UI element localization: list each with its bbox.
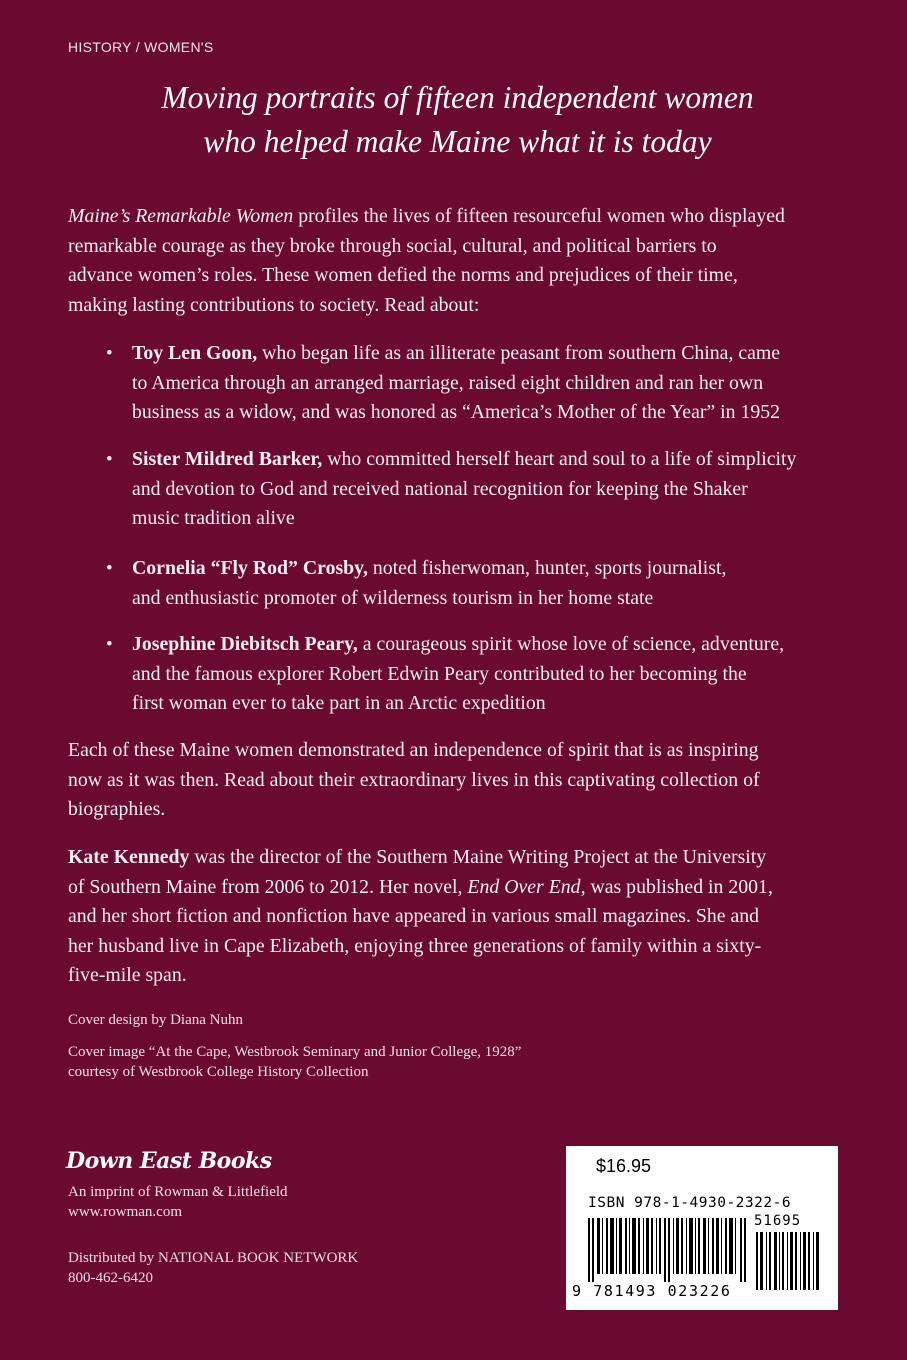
author-name: Kate Kennedy (68, 846, 190, 868)
imprint-line: An imprint of Rowman & Littlefield (68, 1184, 288, 1200)
barcode-box (566, 1146, 838, 1310)
bullet-line: a courageous spirit whose love of science, adventure, (357, 633, 785, 655)
bullet-line: who began life as an illiterate peasant from southern China, came (257, 342, 781, 364)
bio-line-5: five-mile span. (68, 964, 187, 986)
bullet-line: first woman ever to take part in an Arctic expedition (132, 692, 546, 714)
publisher-url: www.rowman.com (68, 1204, 183, 1220)
addon-barcode (756, 1232, 822, 1290)
cover-image-credit: Cover image “At the Cape, Westbrook Seminary and Junior College, 1928” (68, 1044, 522, 1060)
price-label: $16.95 (596, 1156, 652, 1176)
bullet-item (68, 630, 784, 719)
bullet-line: to America through an arranged marriage, raised eight children and ran her own (132, 371, 764, 394)
bullet-name: Cornelia “Fly Rod” Crosby, (132, 557, 368, 579)
bullet-dot: • (106, 343, 113, 364)
bullet-item (68, 554, 726, 613)
cover-design-credit: Cover design by Diana Nuhn (68, 1012, 243, 1028)
category-label: HISTORY / WOMEN'S (68, 39, 214, 55)
author-bio (68, 843, 773, 991)
bullet-line: and the famous explorer Robert Edwin Peary contributed to her becoming the (132, 662, 747, 685)
closing-paragraph (68, 736, 760, 825)
publisher-logo: Down East Books (66, 1148, 272, 1174)
tagline (80, 76, 835, 164)
intro-line-2: remarkable courage as they broke through social, cultural, and political barriers to (68, 234, 717, 257)
bio-line-2-pre: of Southern Maine from 2006 to 2012. Her novel, (68, 875, 468, 898)
bullet-line: music tradition alive (132, 507, 295, 529)
credits (68, 1010, 521, 1082)
tagline-line-2: who helped make Maine what it is today (203, 124, 712, 159)
bullet-line: and enthusiastic promoter of wilderness tourism in her home state (132, 586, 654, 609)
addon-code: 51695 (754, 1213, 802, 1229)
isbn-label: ISBN 978-1-4930-2322-6 (588, 1195, 792, 1211)
bullet-name: Sister Mildred Barker, (132, 448, 323, 470)
bullet-item (68, 445, 796, 534)
bio-line-2-post: , was published in 2001, (580, 875, 773, 898)
main-barcode (588, 1218, 750, 1282)
closing-line-2: now as it was then. Read about their extraordinary lives in this captivating collection of (68, 768, 760, 791)
intro-paragraph (68, 202, 785, 320)
bio-line-4: her husband live in Cape Elizabeth, enjoying three generations of family within a sixty- (68, 934, 762, 957)
closing-line-1: Each of these Maine women demonstrated an independence of spirit that is as inspiring (68, 739, 759, 761)
tagline-line-1: Moving portraits of fifteen independent women (161, 80, 754, 115)
bullet-line: business as a widow, and was honored as “America’s Mother of the Year” in 1952 (132, 401, 781, 423)
bullet-name: Toy Len Goon, (132, 342, 258, 364)
bullet-dot: • (106, 634, 113, 655)
cover-image-credit-2: courtesy of Westbrook College History Collection (68, 1064, 369, 1080)
bullet-dot: • (106, 449, 113, 470)
distributor-block (68, 1248, 358, 1288)
bio-line-3: and her short fiction and nonfiction have appeared in various small magazines. She and (68, 905, 760, 927)
bullet-name: Josephine Diebitsch Peary, (132, 633, 358, 655)
imprint-block (68, 1182, 288, 1222)
distributor-phone: 800-462-6420 (68, 1270, 153, 1286)
bullet-line: noted fisherwoman, hunter, sports journalist, (367, 557, 727, 579)
bullet-line: and devotion to God and received national recognition for keeping the Shaker (132, 477, 748, 500)
bio-line-1: was the director of the Southern Maine Writing Project at the University (189, 846, 767, 868)
bullet-line: who committed herself heart and soul to a life of simplicity (322, 448, 797, 470)
intro-line-4: making lasting contributions to society. Read about: (68, 293, 480, 316)
bullet-dot: • (106, 558, 113, 579)
intro-line-3: advance women’s roles. These women defied the norms and prejudices of their time, (68, 264, 738, 286)
intro-line-1: profiles the lives of fifteen resourceful women who displayed (293, 205, 785, 227)
novel-title: End Over End (467, 875, 581, 898)
closing-line-3: biographies. (68, 798, 166, 820)
book-title: Maine’s Remarkable Women (68, 205, 294, 227)
bullet-item (68, 339, 780, 428)
distributor-line: Distributed by NATIONAL BOOK NETWORK (68, 1250, 359, 1266)
barcode-digits: 9 781493 023226 (572, 1282, 732, 1300)
